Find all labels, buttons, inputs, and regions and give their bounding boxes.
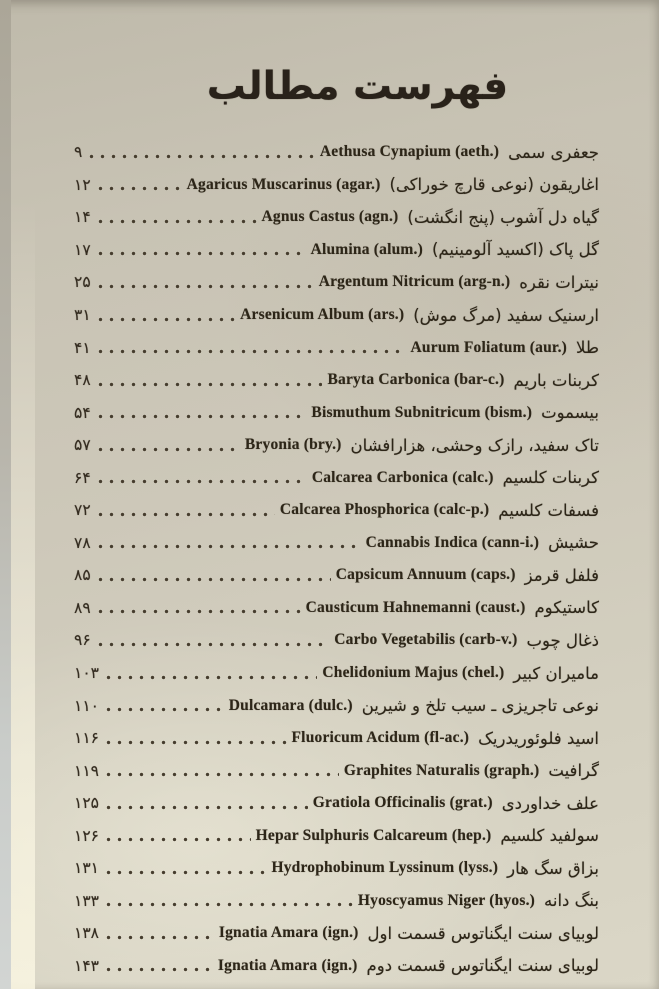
toc-entry [74, 722, 599, 755]
dot-leader [95, 574, 331, 585]
dot-leader [103, 769, 339, 780]
dot-leader [95, 606, 301, 617]
remedy-persian-name: ذغال چوب [526, 630, 599, 650]
remedy-latin-name: Fluoricum Acidum (fl-ac.) [291, 729, 470, 747]
dot-leader [95, 314, 235, 325]
toc-entry [74, 429, 599, 462]
dot-leader [95, 183, 182, 194]
remedy-persian-name: اغاریقون (نوعی قارچ خوراکی) [389, 175, 599, 195]
dot-leader [103, 802, 308, 813]
remedy-latin-name: Cannabis Indica (cann-i.) [365, 533, 540, 551]
remedy-latin-name: Argentum Nitricum (arg-n.) [318, 273, 511, 291]
page-number: ۱۴ [74, 208, 91, 227]
remedy-persian-name: اسید فلوئوریدریک [478, 728, 599, 748]
remedy-latin-name: Causticum Hahnemanni (caust.) [305, 598, 526, 616]
page-number: ۱۷ [74, 240, 91, 259]
toc-entry [74, 787, 599, 820]
remedy-latin-name: Capsicum Annuum (caps.) [335, 566, 516, 584]
dot-leader [95, 541, 361, 552]
remedy-persian-name: بیسموت [541, 403, 599, 423]
page-number: ۱۲۵ [74, 794, 99, 813]
remedy-persian-name: نوعی تاجریزی ـ سیب تلخ و شیرین [361, 696, 599, 716]
page-number: ۷۸ [74, 533, 91, 552]
remedy-latin-name: Gratiola Officinalis (grat.) [312, 794, 493, 812]
dot-leader [95, 639, 330, 650]
dot-leader [103, 932, 214, 943]
toc-entry [74, 234, 599, 267]
dot-leader [103, 704, 224, 715]
dot-leader [95, 281, 314, 292]
remedy-latin-name: Hydrophobinum Lyssinum (lyss.) [271, 859, 499, 877]
page-number: ۱۴۳ [74, 956, 99, 975]
toc-entry [74, 624, 599, 657]
remedy-latin-name: Hepar Sulphuris Calcareum (hep.) [255, 826, 492, 844]
dot-leader [103, 834, 251, 845]
toc-entry [74, 169, 599, 202]
page-number: ۴۸ [74, 371, 91, 390]
page-number: ۵۴ [74, 403, 91, 422]
remedy-persian-name: جعفری سمی [508, 142, 599, 162]
toc-entry [74, 527, 599, 560]
page-number: ۱۳۱ [74, 859, 99, 878]
remedy-persian-name: گیاه دل آشوب (پنج انگشت) [407, 207, 599, 227]
remedy-latin-name: Agaricus Muscarinus (agar.) [186, 175, 381, 193]
remedy-persian-name: بزاق سگ هار [507, 858, 599, 878]
remedy-latin-name: Bismuthum Subnitricum (bism.) [311, 403, 533, 421]
remedy-persian-name: حشیش [548, 533, 599, 553]
dot-leader [86, 151, 315, 162]
toc-entry [74, 917, 599, 950]
toc-entry [74, 396, 599, 429]
remedy-latin-name: Hyoscyamus Niger (hyos.) [357, 891, 536, 909]
remedy-persian-name: تاک سفید، رازک وحشی، هزارافشان [350, 435, 599, 455]
remedy-persian-name: گرافیت [548, 761, 599, 781]
toc-entry [74, 950, 599, 983]
remedy-latin-name: Alumina (alum.) [310, 240, 423, 258]
toc-entry [74, 266, 599, 299]
remedy-latin-name: Dulcamara (dulc.) [228, 696, 353, 714]
toc-entry [74, 819, 599, 852]
page-number: ۶۴ [74, 468, 91, 487]
page-number: ۱۳۸ [74, 924, 99, 943]
dot-leader [103, 737, 287, 748]
remedy-persian-name: علف خداوردی [501, 793, 599, 813]
page-number: ۵۷ [74, 436, 91, 455]
remedy-persian-name: لوبیای سنت ایگناتوس قسمت دوم [366, 956, 599, 976]
remedy-latin-name: Bryonia (bry.) [244, 436, 342, 454]
page-number: ۷۲ [74, 501, 91, 520]
remedy-persian-name: سولفید کلسیم [500, 826, 599, 846]
toc-entry [74, 331, 599, 364]
remedy-persian-name: کربنات کلسیم [502, 468, 599, 488]
remedy-latin-name: Ignatia Amara (ign.) [217, 956, 358, 974]
remedy-latin-name: Arsenicum Album (ars.) [240, 306, 405, 323]
remedy-latin-name: Ignatia Amara (ign.) [218, 924, 359, 942]
remedy-persian-name: کربنات باریم [513, 370, 599, 390]
page-number: ۹ [74, 143, 83, 162]
toc-entry [74, 592, 599, 625]
remedy-latin-name: Calcarea Carbonica (calc.) [311, 468, 494, 486]
remedy-latin-name: Agnus Castus (agn.) [261, 208, 399, 226]
remedy-persian-name: گل پاک (اکسید آلومینیم) [431, 240, 599, 260]
dot-leader [103, 672, 317, 683]
remedy-persian-name: کاستیکوم [534, 598, 599, 618]
remedy-latin-name: Calcarea Phosphorica (calc-p.) [279, 501, 490, 519]
remedy-persian-name: مامیران کبیر [513, 663, 599, 683]
page-number: ۱۰۳ [74, 664, 99, 683]
page-title: فهرست مطالب [206, 64, 509, 109]
dot-leader [95, 476, 307, 487]
page-number: ۱۳۳ [74, 891, 99, 910]
toc-entry [74, 136, 599, 169]
page-number: ۱۱۰ [74, 696, 99, 715]
remedy-latin-name: Baryta Carbonica (bar-c.) [327, 371, 505, 389]
remedy-persian-name: نیترات نقره [519, 272, 599, 292]
dot-leader [95, 216, 257, 227]
dot-leader [103, 899, 353, 910]
toc-entry [74, 754, 599, 787]
dot-leader [95, 411, 307, 422]
toc-entry [74, 852, 599, 885]
remedy-latin-name: Chelidonium Majus (chel.) [322, 664, 505, 682]
page-number: ۸۵ [74, 566, 91, 585]
page-number: ۱۲ [74, 175, 91, 194]
remedy-persian-name: فسفات کلسیم [498, 500, 599, 520]
table-of-contents [0, 136, 659, 982]
remedy-persian-name: ارسنیک سفید (مرگ موش) [413, 305, 599, 325]
toc-entry [74, 461, 599, 494]
remedy-persian-name: طلا [576, 338, 599, 358]
remedy-latin-name: Carbo Vegetabilis (carb-v.) [334, 631, 518, 649]
toc-entry [74, 364, 599, 397]
toc-entry [74, 299, 599, 332]
remedy-latin-name: Graphites Naturalis (graph.) [343, 761, 540, 779]
dot-leader [95, 248, 306, 259]
remedy-latin-name: Aurum Foliatum (aur.) [410, 338, 568, 356]
dot-leader [95, 509, 275, 520]
remedy-persian-name: لوبیای سنت ایگناتوس قسمت اول [367, 923, 599, 943]
toc-entry [74, 494, 599, 527]
remedy-persian-name: فلفل قرمز [524, 565, 599, 585]
toc-entry [74, 559, 599, 592]
page-number: ۸۹ [74, 598, 91, 617]
dot-leader [95, 379, 323, 390]
toc-entry [74, 657, 599, 690]
dot-leader [95, 444, 240, 455]
remedy-persian-name: بنگ دانه [544, 891, 599, 911]
toc-entry [74, 885, 599, 918]
toc-entry [74, 689, 599, 722]
toc-entry [74, 201, 599, 234]
page-number: ۱۱۶ [74, 729, 99, 748]
page-number: ۱۲۶ [74, 826, 99, 845]
page-number: ۹۶ [74, 631, 91, 650]
page-number: ۳۱ [74, 306, 91, 324]
page-number: ۲۵ [74, 273, 91, 292]
dot-leader [95, 346, 406, 357]
remedy-latin-name: Aethusa Cynapium (aeth.) [319, 143, 500, 161]
dot-leader [103, 867, 266, 878]
dot-leader [103, 964, 213, 975]
page-number: ۴۱ [74, 338, 91, 357]
page-number: ۱۱۹ [74, 761, 99, 780]
